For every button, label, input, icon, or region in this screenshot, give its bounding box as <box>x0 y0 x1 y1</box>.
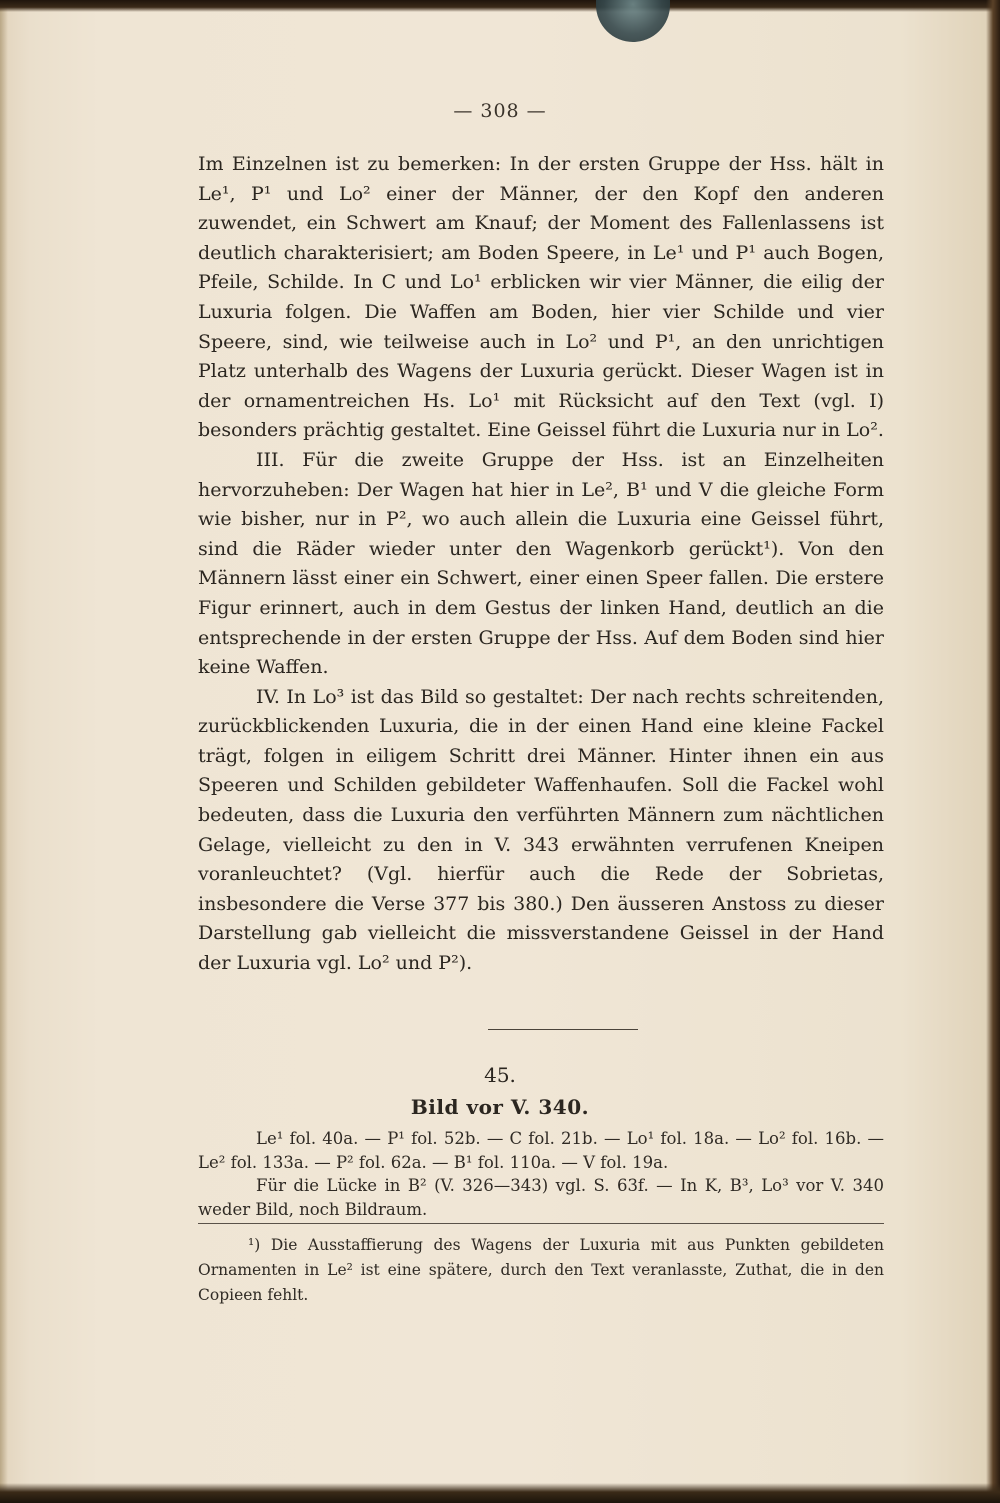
page-left-edge <box>0 0 8 1503</box>
section-number: 45. <box>484 1063 516 1087</box>
paragraph-section-iii: III. Für die zweite Gruppe der Hss. ist an Einzelheiten hervorzuheben: Der Wagen hat hier in Le², B¹ und V die gleiche Form wie bisher, nur in P², wo auch allein die Luxuria eine Geissel führt, sind die Räder wieder unter den Wagenkorb gerückt¹). Von den Männern lässt einer ein Schwert, einer einen Speer fallen. Die erstere Figur erinnert, auch in dem Gestus der linken Hand, deutlich an die entsprechende in der ersten Gruppe der Hss. Auf dem Boden sind hier keine Waffen. <box>198 448 884 679</box>
page-number: — 308 — <box>453 100 547 122</box>
footnote <box>198 1233 884 1308</box>
footnote-divider <box>198 1223 884 1224</box>
reference-gap-note: Für die Lücke in B² (V. 326—343) vgl. S. 63f. — In K, B³, Lo³ vor V. 340 weder Bild, noch Bildraum. <box>198 1176 884 1219</box>
section-title: Bild vor V. 340. <box>410 1095 590 1119</box>
scanner-clip <box>596 0 670 42</box>
footnote-text: ¹) Die Ausstaffierung des Wagens der Luxuria mit aus Punkten gebildeten Ornamenten in Le² ist eine spätere, durch den Text veranlasste, Zuthat, die in den Copieen fehlt. <box>198 1236 884 1304</box>
book-bottom-edge <box>0 1483 1000 1503</box>
book-top-edge <box>0 0 1000 12</box>
main-text <box>198 150 884 979</box>
paragraph-details: Im Einzelnen ist zu bemerken: In der ersten Gruppe der Hss. hält in Le¹, P¹ und Lo² einer der Männer, der den Kopf den anderen zuwendet, ein Schwert am Knauf; der Moment des Fallenlassens ist deutlich charakterisiert; am Boden Speere, in Le¹ und P¹ auch Bogen, Pfeile, Schilde. In C und Lo¹ erblicken wir vier Männer, die eilig der Luxuria folgen. Die Waffen am Boden, hier vier Schilde und vier Speere, sind, wie teilweise auch in Lo² und P¹, an den unrichtigen Platz unterhalb des Wagens der Luxuria gerückt. Dieser Wagen ist in der ornamentreichen Hs. Lo¹ mit Rücksicht auf den Text (vgl. I) besonders prächtig gestaltet. Eine Geissel führt die Luxuria nur in Lo². <box>198 153 884 442</box>
book-right-edge <box>986 0 1000 1503</box>
reference-folios: Le¹ fol. 40a. — P¹ fol. 52b. — C fol. 21b. — Lo¹ fol. 18a. — Lo² fol. 16b. — Le² fol. 133a. — P² fol. 62a. — B¹ fol. 110a. — V fol. 19a. <box>198 1129 884 1172</box>
paragraph-section-iv: IV. In Lo³ ist das Bild so gestaltet: Der nach rechts schreitenden, zurückblickenden Luxuria, die in der einen Hand eine kleine Fackel trägt, folgen in eiligem Schritt drei Männer. Hinter ihnen ein aus Speeren und Schilden gebildeter Waffenhaufen. Soll die Fackel wohl bedeuten, dass die Luxuria den verführten Männern zum nächtlichen Gelage, vielleicht zu den in V. 343 erwähnten verrufenen Kneipen voranleuchtet? (Vgl. hierfür auch die Rede der Sobrietas, insbesondere die Verse 377 bis 380.) Den äusseren Anstoss zu dieser Darstellung gab vielleicht die missverstandene Geissel in der Hand der Luxuria vgl. Lo² und P²). <box>198 685 884 975</box>
section-divider <box>488 1029 638 1030</box>
manuscript-references <box>198 1127 884 1221</box>
